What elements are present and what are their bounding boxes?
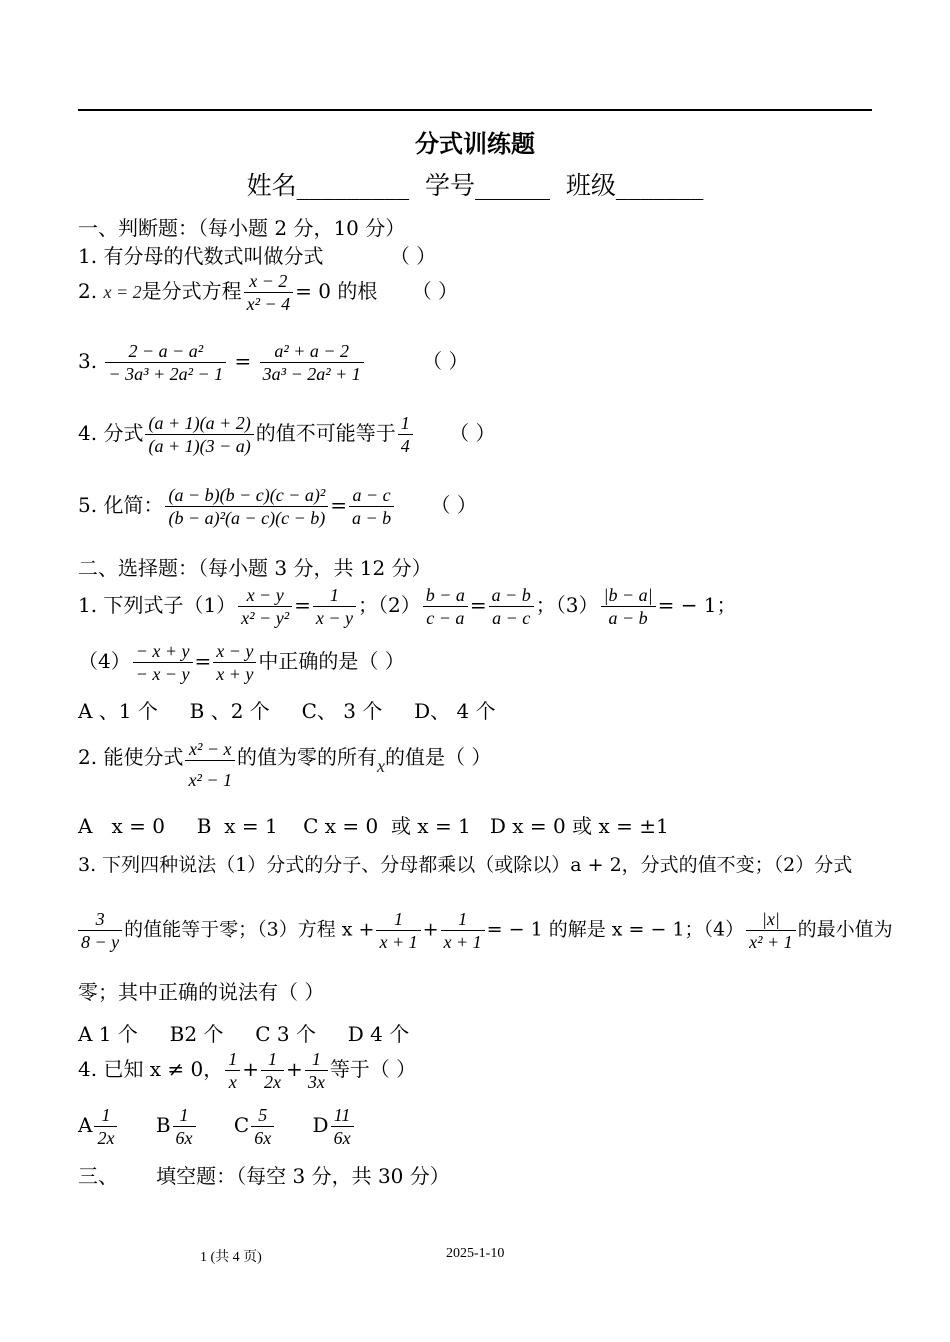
fraction-denominator: a − b <box>352 508 392 528</box>
fraction-numerator: 5 <box>251 1104 274 1127</box>
fraction-numerator: a − b <box>489 584 534 607</box>
fraction-numerator: 11 <box>331 1104 354 1127</box>
option-c-fraction <box>251 1104 274 1149</box>
s2-q1-sep2: ；（2） <box>357 593 421 617</box>
s2-question-3-line1: 3. 下列四种说法（1）分式的分子、分母都乘以（或除以）a + 2，分式的值不变；（2）分式 <box>78 854 853 876</box>
fraction-denominator: 3a³ − 2a² + 1 <box>262 364 361 384</box>
s2-q4-tail: 等于（ ） <box>329 1057 417 1081</box>
answer-paren: （ ） <box>411 279 459 303</box>
fraction-numerator: 1 <box>261 1048 284 1071</box>
fraction-numerator: − x + y <box>133 640 193 663</box>
s1-q4-fraction <box>145 412 253 457</box>
answer-paren: （ ） <box>449 421 496 445</box>
s1-q2-eq: x = 2 <box>103 282 142 302</box>
s2-q3-mid2: = − 1 的解是 x = − 1；（4） <box>486 918 745 941</box>
fraction-numerator: b − a <box>423 584 468 607</box>
fraction-numerator: x − y <box>238 584 292 607</box>
s2-q3-tail: 的最小值为 <box>797 918 893 941</box>
fraction-numerator: x − 2 <box>244 270 294 293</box>
s1-q3-prefix: 3. <box>78 349 98 373</box>
s2-q2-fraction <box>185 738 235 791</box>
s1-q2-fraction <box>244 270 294 315</box>
s2-q4-b-fraction <box>261 1048 284 1093</box>
answer-paren: （ ） <box>422 349 469 373</box>
footer-page-number: 1 (共 4 页) <box>200 1250 262 1265</box>
fraction-denominator: x² − 1 <box>188 770 232 790</box>
footer-date: 2025-1-10 <box>446 1246 505 1261</box>
s2-q2-mid: 的值为零的所有 <box>237 745 377 769</box>
fraction-numerator: 1 <box>398 412 413 435</box>
s2-q1-d-fraction <box>489 584 534 629</box>
fraction-numerator: a² + a − 2 <box>260 340 364 363</box>
fraction-numerator: 1 <box>173 1104 196 1127</box>
option-a-label: A <box>78 1113 93 1137</box>
fraction-numerator: |x| <box>746 908 796 931</box>
s2-q2-tail: 的值是（ ） <box>385 745 492 769</box>
section3-heading: 三、 填空题：（每空 3 分，共 30 分） <box>78 1164 450 1188</box>
student-info-text: 姓名_________ 学号______ 班级_______ <box>246 171 704 200</box>
s2-q3-options: A 1 个 B2 个 C 3 个 D 4 个 <box>78 1022 410 1046</box>
s2-q1-g-fraction <box>213 640 256 685</box>
s1-question-5: 5. 化简： $\frac{\text{(a − b)(b − c)(c − a)²}}{\text{(b − a)²(a − c)(c − b)}}$ = $\frac{a - c}{a - b}$ （ ） <box>78 485 477 528</box>
s1-q2-tail: = 0 的根 <box>295 279 378 303</box>
option-c-label: C <box>233 1113 250 1137</box>
option-b-label: B <box>155 1113 171 1137</box>
fraction-denominator: a − b <box>608 608 648 628</box>
fraction-denominator: x² − y² <box>241 608 290 628</box>
s2-q1-options: A 、1 个 B 、2 个 C、 3 个 D、 4 个 <box>78 699 496 723</box>
answer-paren: （ ） <box>389 244 437 268</box>
s2-question-1: 1. 下列式子（1） $\frac{x - y}{\text{x² − y²}}$ = $\frac{1}{x - y}$ ；（2） $\frac{b - a}{c - a}$ = $\frac{a - b}{a - c}$ ；（3） $\frac{|b - a|}{a - b}$ = − 1； <box>78 585 737 628</box>
fraction-numerator: 1 <box>305 1048 328 1071</box>
fraction-numerator: (a − b)(b − c)(c − a)² <box>165 484 328 507</box>
s1-q4-value-fraction <box>398 412 413 457</box>
s2-question-3-line3: 零；其中正确的说法有（ ） <box>78 980 325 1004</box>
fraction-numerator: 3 <box>78 908 122 931</box>
s2-q1-a-fraction <box>238 584 292 629</box>
s2-q3-d-fraction <box>746 908 796 953</box>
fraction-numerator: a − c <box>349 484 394 507</box>
fraction-numerator: |b − a| <box>601 584 656 607</box>
option-d-fraction <box>331 1104 354 1149</box>
fraction-denominator: 4 <box>400 436 410 456</box>
fraction-denominator: x + 1 <box>443 932 482 952</box>
s2-q1-e-tail: = − 1； <box>657 593 737 617</box>
fraction-denominator: x − y <box>315 608 353 628</box>
fraction-numerator: x − y <box>213 640 256 663</box>
s1-question-3: 3. $\frac{\text{2 − a − a²}}{\text{− 3a³ + 2a² − 1}}$ = $\frac{\text{a² + a − 2}}{\text{3a³ − 2a² + 1}}$ （ ） <box>78 341 469 384</box>
fraction-denominator: − 3a³ + 2a² − 1 <box>108 364 224 384</box>
fraction-denominator: c − a <box>426 608 465 628</box>
s2-q1-b-fraction <box>313 584 356 629</box>
student-info-line <box>0 166 950 202</box>
fraction-numerator: 1 <box>225 1048 240 1071</box>
s2-q3-a-fraction <box>78 908 122 953</box>
option-a-fraction <box>94 1104 117 1149</box>
s1-question-1 <box>78 240 436 269</box>
s2-question-3-line2: $\frac{3}{8 - y}$ 的值能等于零；（3）方程 x + $\frac{1}{x + 1}$ + $\frac{1}{x + 1}$ = − 1 的解是 x = − 1；（4） $\frac{|x|}{\text{x² + 1}}$ 的最小值为 <box>78 908 893 953</box>
fraction-numerator: 1 <box>441 908 485 931</box>
fraction-denominator: 6x <box>175 1128 193 1148</box>
s2-q3-b-fraction <box>376 908 420 953</box>
fraction-numerator: 1 <box>94 1104 117 1127</box>
option-b-fraction <box>173 1104 196 1149</box>
fraction-numerator: 1 <box>376 908 420 931</box>
s2-q1-line2-tail: 中正确的是（ ） <box>258 649 405 673</box>
s2-question-1-line2: （4） $\frac{- x + y}{- x - y}$ = $\frac{x - y}{x + y}$ 中正确的是（ ） <box>78 641 405 684</box>
s1-q5-right-fraction <box>349 484 394 529</box>
section1-heading: 一、判断题：（每小题 2 分，10 分） <box>78 216 406 240</box>
s2-q3-mid1: 的值能等于零；（3）方程 x + <box>124 918 375 941</box>
s1-q4-mid: 的值不可能等于 <box>255 421 396 445</box>
fraction-denominator: − x − y <box>135 664 190 684</box>
s1-q2-mid: 是分式方程 <box>141 279 242 303</box>
s2-q4-a-fraction <box>225 1048 240 1093</box>
fraction-numerator: 2 − a − a² <box>105 340 226 363</box>
s2-q1-line2-prefix: （4） <box>78 649 131 673</box>
fraction-denominator: 3x <box>307 1072 325 1092</box>
answer-paren: （ ） <box>430 493 477 517</box>
s2-q3-c-fraction <box>441 908 485 953</box>
fraction-denominator: 6x <box>333 1128 351 1148</box>
s1-q1-text: 1. 有分母的代数式叫做分式 <box>78 244 324 268</box>
fraction-denominator: x² + 1 <box>749 932 793 952</box>
s2-q1-c-fraction <box>423 584 468 629</box>
s2-question-4: 4. 已知 x ≠ 0， $\frac{1}{x}$ + $\frac{1}{2x}$ + $\frac{1}{3x}$ 等于（ ） <box>78 1049 417 1092</box>
fraction-denominator: x + 1 <box>379 932 418 952</box>
s2-q4-prefix: 4. 已知 x ≠ 0， <box>78 1057 224 1081</box>
fraction-numerator: 1 <box>313 584 356 607</box>
s1-question-4 <box>78 412 495 457</box>
fraction-denominator: (b − a)²(a − c)(c − b) <box>168 508 326 528</box>
s2-q4-options <box>78 1104 356 1149</box>
s2-q1-sep3: ；（3） <box>535 593 599 617</box>
fraction-denominator: 8 − y <box>81 932 120 952</box>
top-rule <box>78 109 872 111</box>
fraction-denominator: 2x <box>264 1072 282 1092</box>
s1-q4-prefix: 4. 分式 <box>78 421 144 445</box>
s2-q1-e-fraction <box>601 584 656 629</box>
fraction-numerator: x² − x <box>185 738 235 761</box>
s2-q2-prefix: 2. 能使分式 <box>78 745 184 769</box>
option-d-label: D <box>312 1113 329 1137</box>
fraction-denominator: 2x <box>97 1128 115 1148</box>
fraction-denominator: 6x <box>254 1128 272 1148</box>
s1-q3-right-fraction <box>260 340 364 385</box>
fraction-denominator: (a + 1)(3 − a) <box>148 436 251 456</box>
s2-q4-c-fraction <box>305 1048 328 1093</box>
page-title: 分式训练题 <box>415 130 535 158</box>
s2-question-2 <box>78 738 491 791</box>
fraction-denominator: a − c <box>492 608 531 628</box>
fraction-denominator: x + y <box>216 664 254 684</box>
fraction-denominator: x <box>228 1072 237 1092</box>
s2-q1-f-fraction <box>133 640 193 685</box>
s1-q5-prefix: 5. 化简： <box>78 493 164 517</box>
s2-q2-options: A x = 0 B x = 1 C x = 0 或 x = 1 D x = 0 或 x = ±1 <box>78 814 669 838</box>
section2-heading: 二、选择题：（每小题 3 分，共 12 分） <box>78 556 432 580</box>
s1-q3-left-fraction <box>105 340 226 385</box>
fraction-denominator: x² − 4 <box>246 294 291 314</box>
fraction-numerator: (a + 1)(a + 2) <box>145 412 253 435</box>
s1-q5-left-fraction <box>165 484 328 529</box>
s1-q2-prefix: 2. <box>78 279 98 303</box>
s2-q1-prefix: 1. 下列式子（1） <box>78 593 237 617</box>
s1-question-2 <box>78 270 458 315</box>
s2-q2-var: x <box>377 756 385 776</box>
